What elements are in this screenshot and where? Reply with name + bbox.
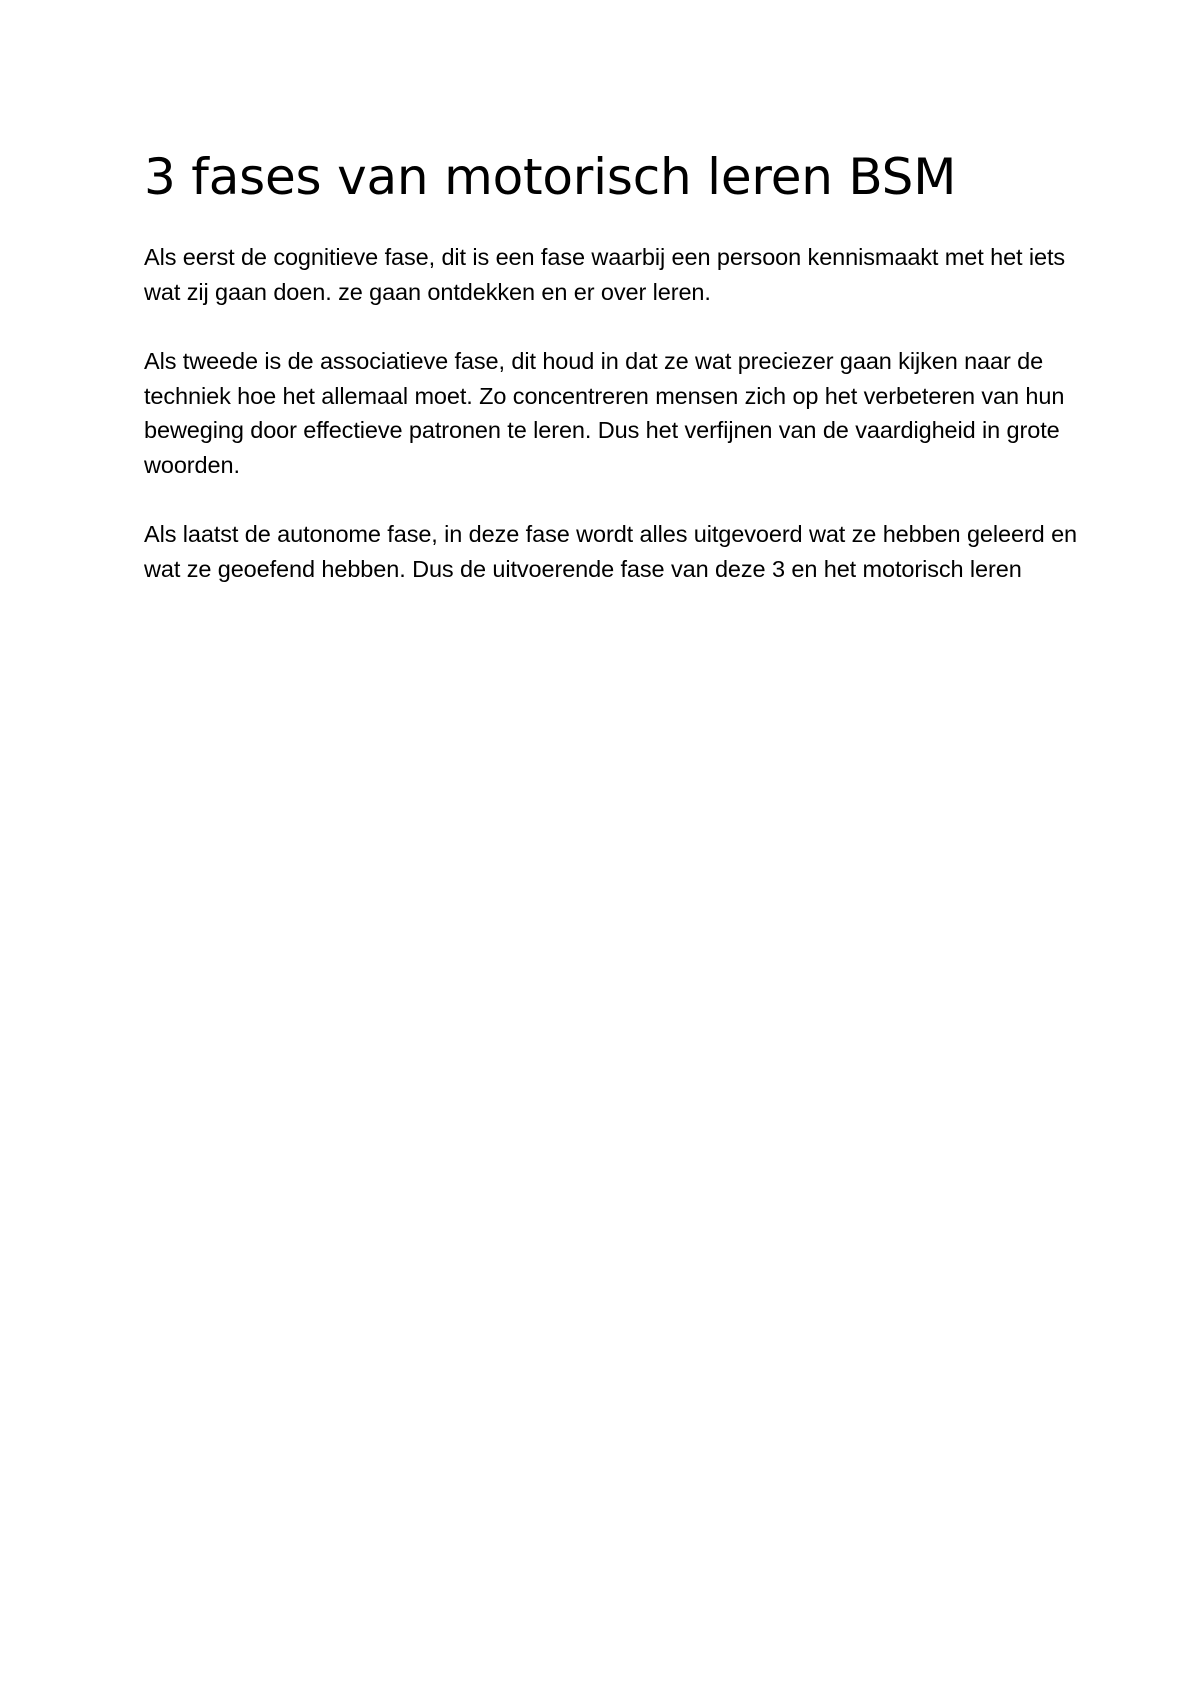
paragraph-autonomous-phase: Als laatst de autonome fase, in deze fase wordt alles uitgevoerd wat ze hebben geleerd en wat ze geoefend hebben. Dus de uitvoerende fase van deze 3 en het motorisch leren bbox=[144, 521, 1078, 582]
document-body bbox=[144, 140, 1084, 586]
document-title: 3 fases van motorisch leren BSM bbox=[144, 148, 957, 206]
paragraph-cognitive-phase: Als eerst de cognitieve fase, dit is een fase waarbij een persoon kennismaakt met het iets wat zij gaan doen. ze gaan ontdekken en er over leren. bbox=[144, 244, 1066, 305]
paragraph-associative-phase: Als tweede is de associatieve fase, dit houd in dat ze wat preciezer gaan kijken naar de techniek hoe het allemaal moet. Zo concentreren mensen zich op het verbeteren van hun beweging door effectieve patronen te leren. Dus het verfijnen van de vaardigheid in grote woorden. bbox=[144, 348, 1065, 478]
